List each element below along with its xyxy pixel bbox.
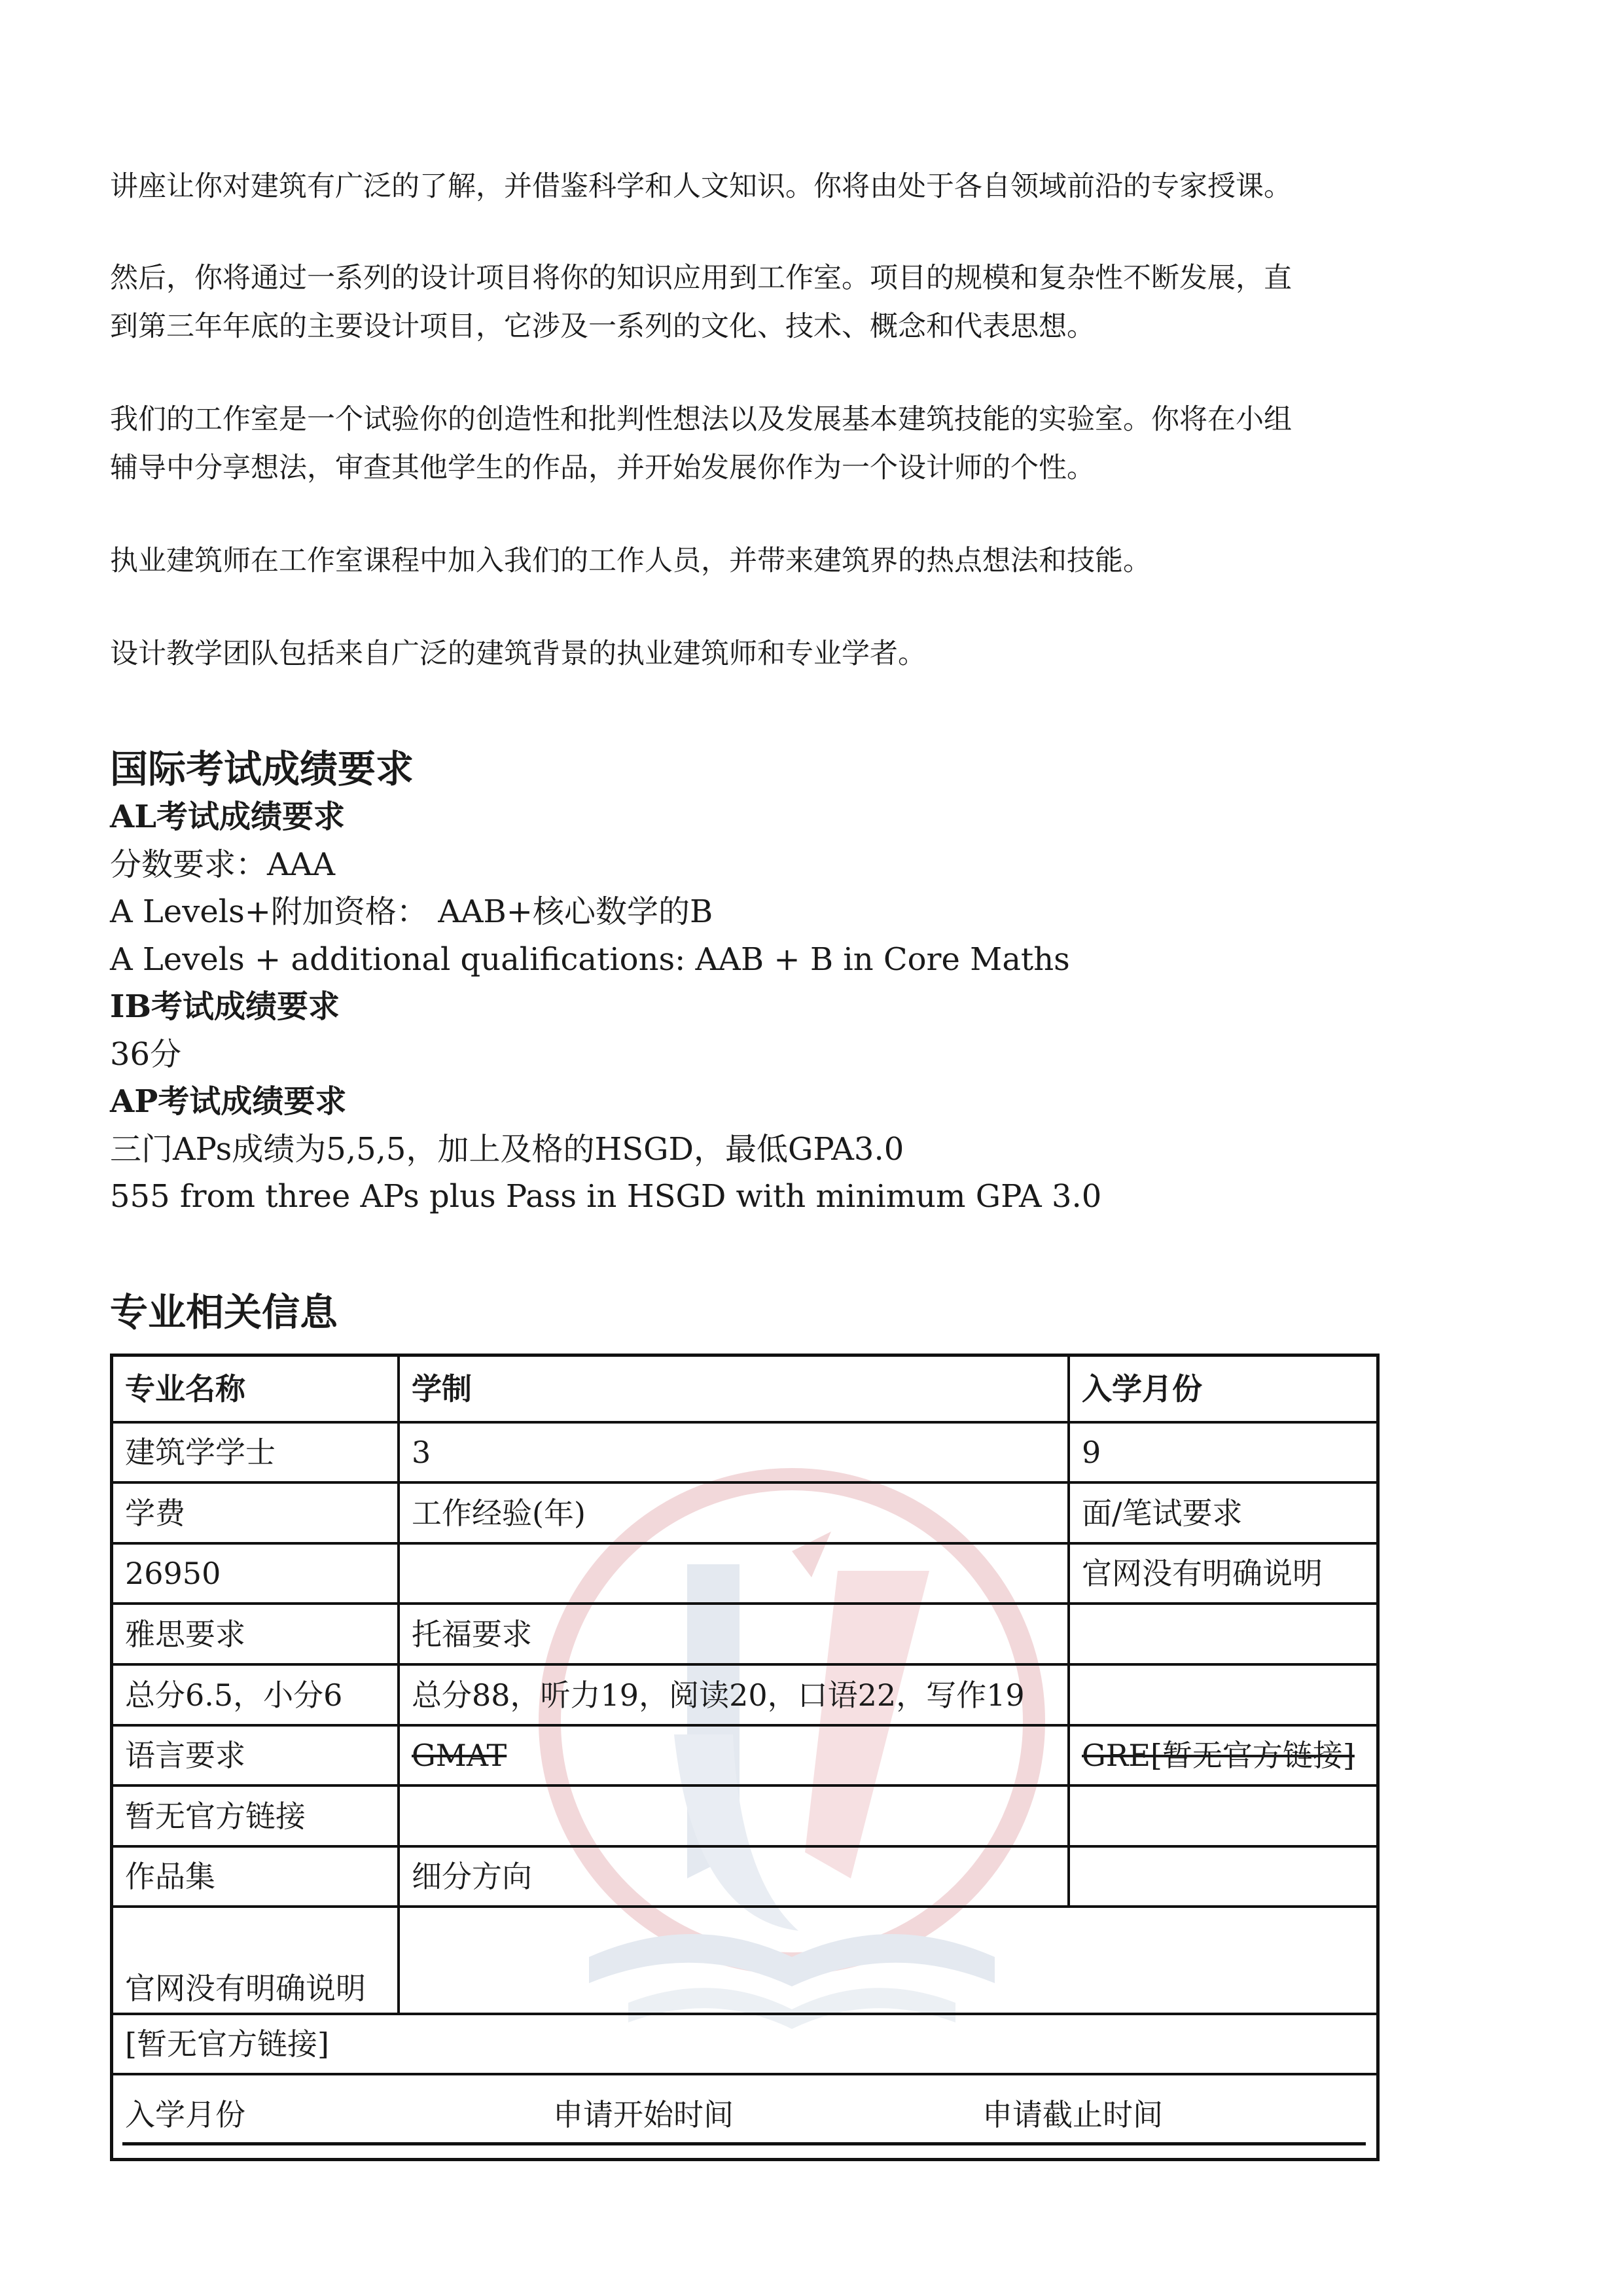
intro-paragraph-2 [110,254,1510,351]
al-score: 分数要求：AAA [110,846,335,883]
intro-paragraph-3 [110,395,1510,492]
al-title: AL考试成绩要求 [110,798,345,835]
label-language: 语言要求 [125,1738,245,1773]
ap-title: AP考试成绩要求 [110,1083,347,1120]
program-name: 建筑学学士 [125,1435,276,1470]
ib-score: 36分 [110,1035,182,1073]
label-gre: GRE[暂无官方链接] [1082,1738,1355,1773]
label-interview: 面/笔试要求 [1082,1495,1243,1531]
language-value: 暂无官方链接 [125,1798,306,1834]
toefl-value: 总分88，听力19，阅读20，口语22，写作19 [412,1677,1025,1713]
header-program-name: 专业名称 [125,1371,245,1407]
text-line: 然后，你将通过一系列的设计项目将你的知识应用到工作室。项目的规模和复杂性不断发展，直 [110,262,1292,295]
program-section-title: 专业相关信息 [110,1290,338,1335]
label-work-experience: 工作经验(年) [412,1495,586,1531]
ap-cn: 三门APs成绩为5,5,5，加上及格的HSGD，最低GPA3.0 [110,1130,904,1168]
label-ielts: 雅思要求 [125,1616,245,1652]
al-extra-cn: A Levels+附加资格： AAB+核心数学的B [110,893,713,930]
tail-application-start: 申请开始时间 [553,2097,734,2132]
label-direction: 细分方向 [412,1859,532,1894]
exam-requirements [110,793,1510,1221]
program-intake-month: 9 [1082,1435,1101,1470]
program-duration: 3 [412,1435,431,1470]
program-table [110,1354,1380,2161]
exam-section-title: 国际考试成绩要求 [110,747,414,791]
tail-intake-month: 入学月份 [125,2097,245,2132]
text-line: 执业建筑师在工作室课程中加入我们的工作人员，并带来建筑界的热点想法和技能。 [110,545,1151,577]
work-experience-value [400,1545,1067,1602]
header-intake-month: 入学月份 [1082,1371,1202,1407]
intro-paragraph-4 [110,537,1510,585]
label-toefl: 托福要求 [412,1616,532,1652]
portfolio-value: 官网没有明确说明 [125,1971,366,2006]
text-line: 辅导中分享想法，审查其他学生的作品，并开始发展你作为一个设计师的个性。 [110,452,1095,484]
direction-value [400,1908,1376,2013]
official-link-note: [暂无官方链接] [125,2026,329,2062]
intro-paragraph-1 [110,162,1510,211]
al-extra-en: A Levels + additional qualifications: AAB + B in Core Maths [110,941,1070,978]
intro-paragraph-5 [110,630,1510,678]
ib-title: IB考试成绩要求 [110,988,340,1025]
label-portfolio: 作品集 [125,1859,215,1894]
interview-value: 官网没有明确说明 [1082,1556,1323,1591]
tuition-value: 26950 [125,1556,221,1591]
label-tuition: 学费 [125,1495,185,1531]
text-line: 我们的工作室是一个试验你的创造性和批判性想法以及发展基本建筑技能的实验室。你将在小组 [110,403,1292,436]
ap-en: 555 from three APs plus Pass in HSGD with minimum GPA 3.0 [110,1178,1102,1215]
label-gmat: GMAT [412,1738,507,1773]
text-line: 设计教学团队包括来自广泛的建筑背景的执业建筑师和专业学者。 [110,637,926,670]
ielts-value: 总分6.5，小分6 [125,1677,343,1713]
tail-application-deadline: 申请截止时间 [982,2097,1163,2132]
text-line: 讲座让你对建筑有广泛的了解，并借鉴科学和人文知识。你将由处于各自领域前沿的专家授课。 [110,170,1292,203]
header-duration: 学制 [412,1371,472,1407]
text-line: 到第三年年底的主要设计项目，它涉及一系列的文化、技术、概念和代表思想。 [110,310,1095,343]
